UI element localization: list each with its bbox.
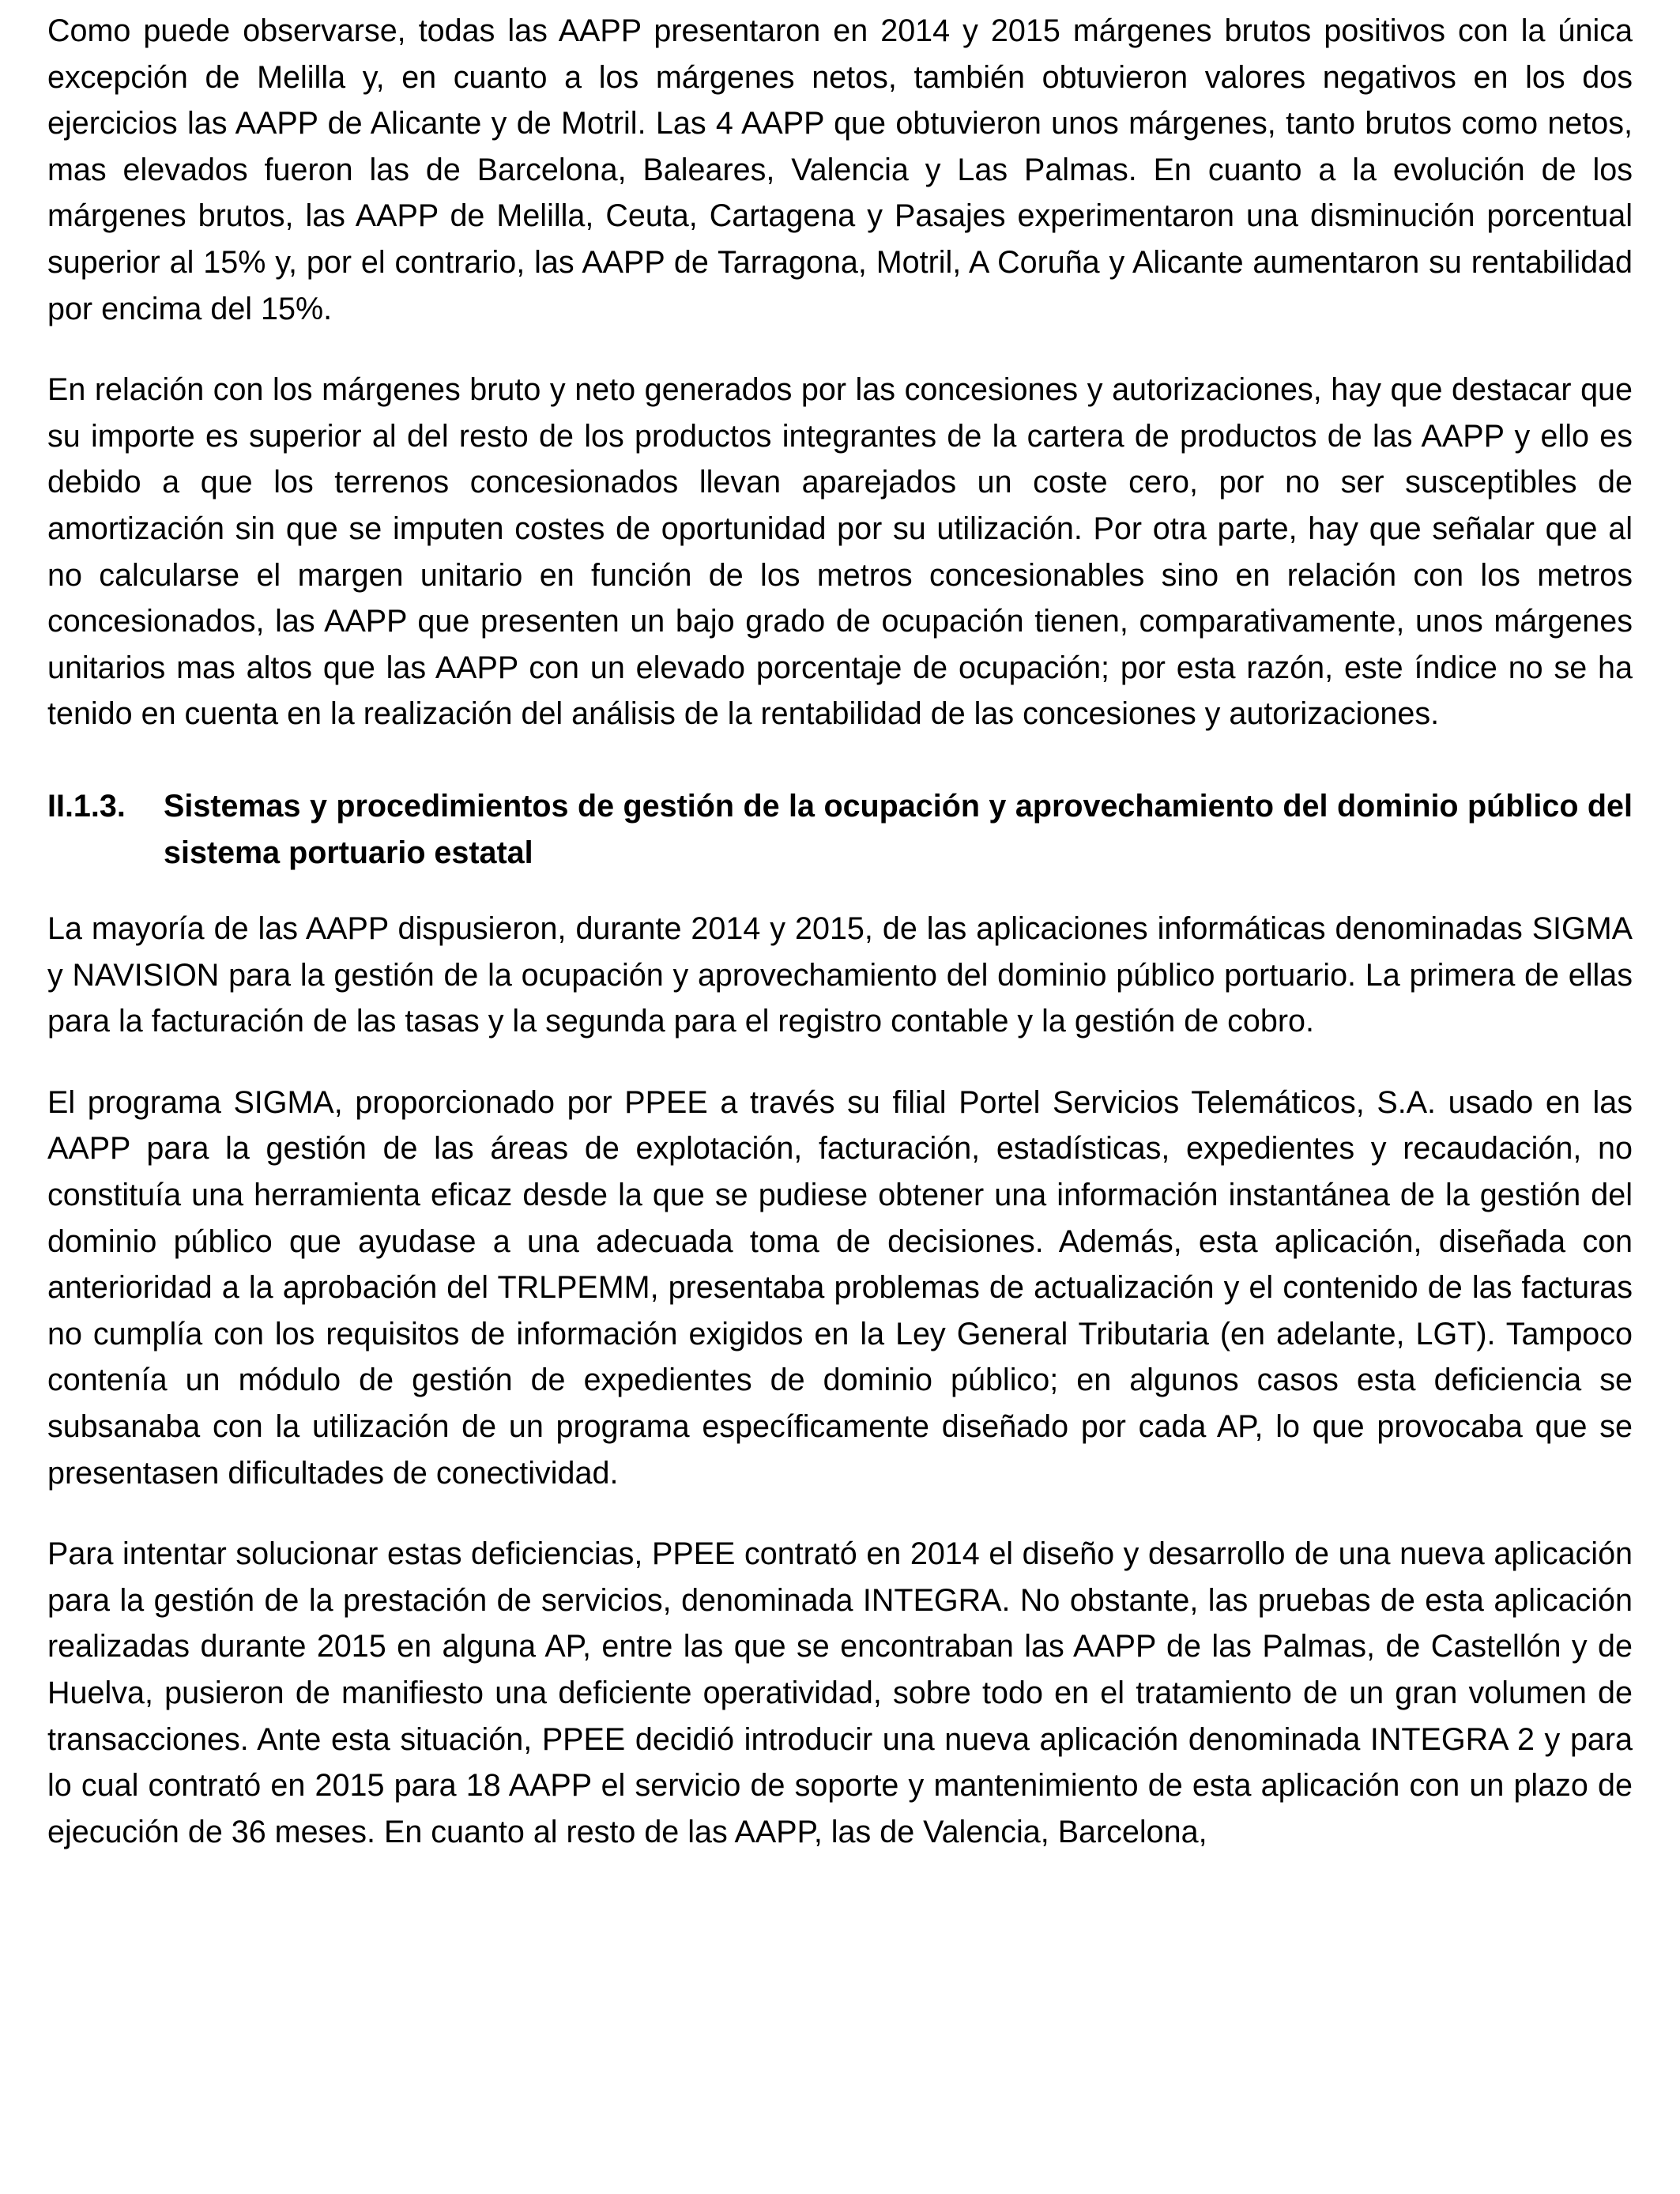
- paragraph-integra: Para intentar solucionar estas deficiencias, PPEE contrató en 2014 el diseño y desarrollo de una nueva aplicación para la gestión de la prestación de servicios, denominada INTEGRA. No obstante, las pruebas de esta aplicación realizadas durante 2015 en alguna AP, entre las que se encontraban las AAPP de las Palmas, de Castellón y de Huelva, pusieron de manifiesto una deficiente operatividad, sobre todo en el tratamiento de un gran volumen de transacciones. Ante esta situación, PPEE decidió introducir una nueva aplicación denominada INTEGRA 2 y para lo cual contrató en 2015 para 18 AAPP el servicio de soporte y mantenimiento de esta aplicación con un plazo de ejecución de 36 meses. En cuanto al resto de las AAPP, las de Valencia, Barcelona,: [47, 1536, 1633, 1849]
- section-title: Sistemas y procedimientos de gestión de la ocupación y aprovechamiento del dominio público del sistema portuario estatal: [164, 788, 1633, 870]
- paragraph-margins-evolution: Como puede observarse, todas las AAPP presentaron en 2014 y 2015 márgenes brutos positivos con la única excepción de Melilla y, en cuanto a los márgenes netos, también obtuvieron valores negativos en los dos ejercicios las AAPP de Alicante y de Motril. Las 4 AAPP que obtuvieron unos márgenes, tanto brutos como netos, mas elevados fueron las de Barcelona, Baleares, Valencia y Las Palmas. En cuanto a la evolución de los márgenes brutos, las AAPP de Melilla, Ceuta, Cartagena y Pasajes experimentaron una disminución porcentual superior al 15% y, por el contrario, las AAPP de Tarragona, Motril, A Coruña y Alicante aumentaron su rentabilidad por encima del 15%.: [47, 13, 1633, 326]
- section-number: II.1.3.: [47, 788, 126, 824]
- paragraph-sigma-navision: La mayoría de las AAPP dispusieron, durante 2014 y 2015, de las aplicaciones informáticas denominadas SIGMA y NAVISION para la gestión de la ocupación y aprovechamiento del dominio público portuario. La primera de ellas para la facturación de las tasas y la segunda para el registro contable y la gestión de cobro.: [47, 911, 1633, 1039]
- section-heading: [47, 783, 1633, 876]
- document-page: [47, 8, 1633, 1855]
- paragraph-sigma-program: El programa SIGMA, proporcionado por PPEE a través su filial Portel Servicios Telemáticos, S.A. usado en las AAPP para la gestión de las áreas de explotación, facturación, estadísticas, expedientes y recaudación, no constituía una herramienta eficaz desde la que se pudiese obtener una información instantánea de la gestión del dominio público que ayudase a una adecuada toma de decisiones. Además, esta aplicación, diseñada con anterioridad a la aprobación del TRLPEMM, presentaba problemas de actualización y el contenido de las facturas no cumplía con los requisitos de información exigidos en la Ley General Tributaria (en adelante, LGT). Tampoco contenía un módulo de gestión de expedientes de dominio público; en algunos casos esta deficiencia se subsanaba con la utilización de un programa específicamente diseñado por cada AP, lo que provocaba que se presentasen dificultades de conectividad.: [47, 1084, 1633, 1491]
- paragraph-concessions-margins: En relación con los márgenes bruto y neto generados por las concesiones y autorizaciones, hay que destacar que su importe es superior al del resto de los productos integrantes de la cartera de productos de las AAPP y ello es debido a que los terrenos concesionados llevan aparejados un coste cero, por no ser susceptibles de amortización sin que se imputen costes de oportunidad por su utilización. Por otra parte, hay que señalar que al no calcularse el margen unitario en función de los metros concesionables sino en relación con los metros concesionados, las AAPP que presenten un bajo grado de ocupación tienen, comparativamente, unos márgenes unitarios mas altos que las AAPP con un elevado porcentaje de ocupación; por esta razón, este índice no se ha tenido en cuenta en la realización del análisis de la rentabilidad de las concesiones y autorizaciones.: [47, 372, 1633, 732]
